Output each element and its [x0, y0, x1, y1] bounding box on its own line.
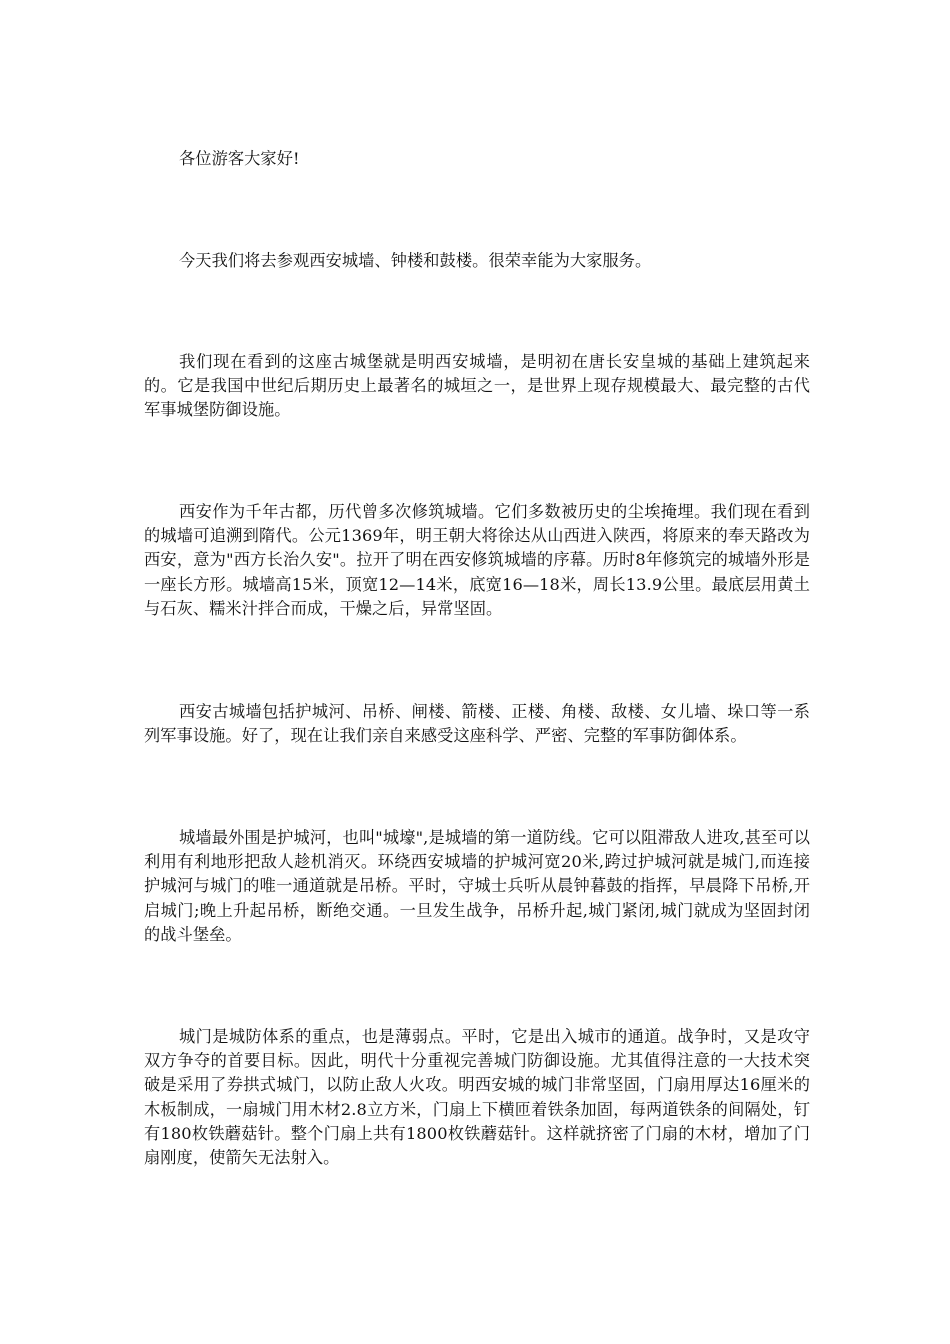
greeting-paragraph: 各位游客大家好!: [179, 149, 300, 168]
city-wall-history-paragraph: 西安作为千年古都，历代曾多次修筑城墙。它们多数被历史的尘埃掩埋。我们现在看到的城墙可追溯到隋代。公元1369年，明王朝大将徐达从山西进入陕西，将原来的奉天路改为西安，意为"西方长治久安"。拉开了明在西安修筑城墙的序幕。历时8年修筑完的城墙外形是一座长方形。城墙高15米，顶宽12—14米，底宽16—18米，周长13.9公里。最底层用黄土与石灰、糯米汁拌合而成，干燥之后，异常坚固。: [144, 502, 810, 618]
city-gate-paragraph: 城门是城防体系的重点，也是薄弱点。平时，它是出入城市的通道。战争时，又是攻守双方争夺的首要目标。因此，明代十分重视完善城门防御设施。尤其值得注意的一大技术突破是采用了券拱式城门，以防止敌人火攻。明西安城的城门非常坚固，门扇用厚达16厘米的木板制成，一扇城门用木材2.8立方米，门扇上下横匝着铁条加固，每两道铁条的间隔处，钉有180枚铁蘑菇针。整个门扇上共有1800枚铁蘑菇针。这样就挤密了门扇的木材，增加了门扇刚度，使箭矢无法射入。: [144, 1027, 810, 1168]
intro-paragraph: 今天我们将去参观西安城墙、钟楼和鼓楼。很荣幸能为大家服务。: [179, 251, 652, 270]
city-wall-overview-paragraph: 我们现在看到的这座古城堡就是明西安城墙，是明初在唐长安皇城的基础上建筑起来的。它是我国中世纪后期历史上最著名的城垣之一，是世界上现存规模最大、最完整的古代军事城堡防御设施。: [144, 352, 810, 420]
defense-facilities-paragraph: 西安古城墙包括护城河、吊桥、闸楼、箭楼、正楼、角楼、敌楼、女儿墙、垛口等一系列军事设施。好了，现在让我们亲自来感受这座科学、严密、完整的军事防御体系。: [144, 702, 810, 746]
moat-paragraph: 城墙最外围是护城河，也叫"城壕",是城墙的第一道防线。它可以阻滞敌人进攻,甚至可以利用有利地形把敌人趁机消灭。环绕西安城墙的护城河宽20米,跨过护城河就是城门,而连接护城河与城门的唯一通道就是吊桥。平时，守城士兵听从晨钟暮鼓的指挥，早晨降下吊桥,开启城门;晚上升起吊桥，断绝交通。一旦发生战争，吊桥升起,城门紧闭,城门就成为坚固封闭的战斗堡垒。: [144, 828, 810, 944]
